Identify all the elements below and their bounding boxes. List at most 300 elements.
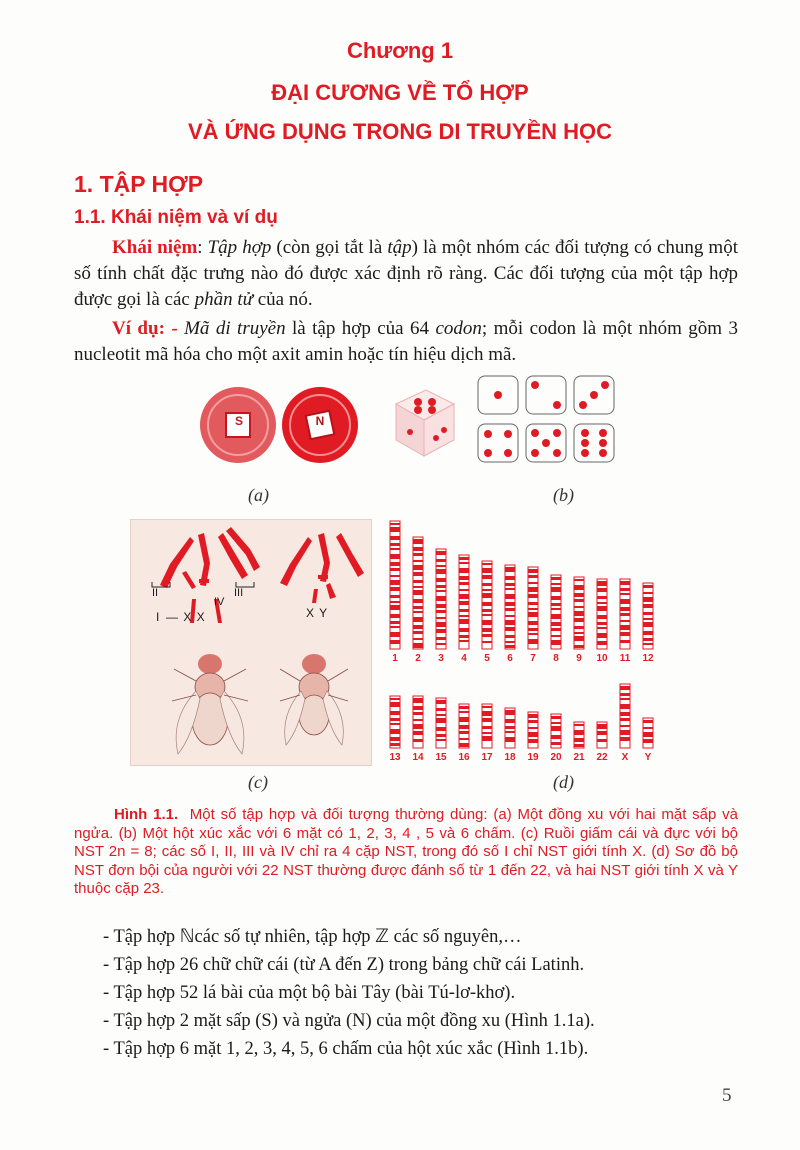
karyotype-bars bbox=[390, 521, 653, 748]
chromosome-band bbox=[459, 594, 469, 599]
chromosome-band bbox=[574, 599, 584, 602]
chromosome-band bbox=[482, 563, 492, 565]
chromosome-number: 6 bbox=[507, 653, 513, 664]
chromosome-band bbox=[413, 606, 423, 609]
chromosome-band bbox=[436, 578, 446, 582]
chromosome-band bbox=[597, 627, 607, 629]
chromosome-band bbox=[482, 628, 492, 632]
figure-label-a: (a) bbox=[248, 485, 269, 505]
chromosome-band bbox=[505, 615, 515, 617]
chromosome-band bbox=[459, 557, 469, 560]
dice-illustration bbox=[388, 374, 628, 474]
chromosome-band bbox=[482, 736, 492, 741]
chromosome-band bbox=[390, 523, 400, 525]
chromosome-band bbox=[436, 604, 446, 608]
chromosome-band bbox=[459, 576, 469, 580]
fly-label-i: I bbox=[156, 610, 160, 624]
chromosome-band bbox=[528, 575, 538, 578]
chromosome-band bbox=[574, 606, 584, 608]
chromosome-band bbox=[436, 565, 446, 567]
chromosome-band bbox=[482, 568, 492, 573]
example-paragraph bbox=[74, 316, 738, 368]
chromosome-band bbox=[482, 726, 492, 729]
dice-faces bbox=[478, 376, 614, 462]
chromosome-number: 15 bbox=[435, 752, 447, 763]
chromosome-band bbox=[390, 632, 400, 637]
bullet-item: - Tập hợp ℕcác số tự nhiên, tập hợp ℤ các số nguyên,… bbox=[103, 927, 522, 947]
chromosome-band bbox=[574, 724, 584, 726]
chromosome-band bbox=[551, 716, 561, 719]
chromosome-band bbox=[620, 693, 630, 696]
chromosome-band bbox=[505, 583, 515, 586]
chromosome-band bbox=[413, 590, 423, 595]
chromosome-band bbox=[620, 730, 630, 735]
chromosome-band bbox=[620, 620, 630, 622]
chromosome-band bbox=[413, 739, 423, 742]
chromosome-band bbox=[436, 700, 446, 704]
chromosome-band bbox=[436, 718, 446, 723]
chromosome-band bbox=[413, 580, 423, 583]
chromosome-band bbox=[390, 737, 400, 741]
chromosome-band bbox=[551, 735, 561, 739]
chromosome-band bbox=[436, 734, 446, 737]
chromosome-number: 12 bbox=[642, 653, 654, 664]
chromosome-band bbox=[620, 581, 630, 585]
chromosome-band bbox=[643, 618, 653, 620]
female-fly bbox=[172, 654, 248, 754]
male-chromosomes bbox=[280, 533, 364, 603]
chromosome-band bbox=[643, 739, 653, 743]
chromosome-band bbox=[390, 743, 400, 746]
chromosome-band bbox=[436, 610, 446, 613]
chromosome-band bbox=[528, 639, 538, 644]
chromosome-band bbox=[459, 589, 469, 591]
chromosome-band bbox=[620, 737, 630, 741]
chromosome-number: 13 bbox=[389, 752, 401, 763]
chromosome-band bbox=[528, 569, 538, 573]
chromosome-band bbox=[505, 627, 515, 631]
chromosome-band bbox=[413, 698, 423, 703]
caption-text: Một số tập hợp và đối tượng thường dùng: (a) Một đồng xu với hai mặt sấp và ngửa. (b) Một hột xúc xắc với 6 mặt có 1, 2, 3, 4 , 5 và 6 chấm. (c) Ruồi giấm cái và đực với bộ NST 2n = 8; các số I, II, III và IV chỉ ra 4 cặp NST, trong đó số I chỉ NST giới tính X. (d) Sơ đồ bộ NST đơn bội của người với 22 NST thường được đánh số từ 1 đến 22, và hai NST giới tính X và Y thuộc cặp 23. bbox=[74, 806, 739, 897]
example-prefix: : - bbox=[158, 318, 185, 339]
chromosome-band bbox=[436, 559, 446, 562]
chromosome-band bbox=[413, 586, 423, 588]
chromosome-band bbox=[390, 548, 400, 550]
example-text2: ; mỗi codon là một nhóm gồm 3 nucleotit mã hóa cho một axit amin hoặc tín hiệu dịch mã. bbox=[74, 318, 738, 365]
chromosome-band bbox=[459, 562, 469, 564]
chromosome-band bbox=[413, 712, 423, 715]
example-term-codon: codon bbox=[435, 318, 482, 339]
chromosome-band bbox=[390, 729, 400, 734]
chromosome-band bbox=[390, 568, 400, 571]
karyotype-row1-numbers bbox=[392, 653, 654, 664]
chapter-number: Chương 1 bbox=[346, 38, 454, 63]
chromosome-band bbox=[574, 585, 584, 590]
female-chromosomes bbox=[160, 527, 260, 623]
chromosome-band bbox=[413, 553, 423, 556]
section-heading: 1. TẬP HỢP bbox=[74, 171, 204, 197]
chromosome-band bbox=[643, 622, 653, 627]
chromosome-band bbox=[643, 597, 653, 602]
chromosome-band bbox=[551, 577, 561, 580]
chromosome-band bbox=[505, 576, 515, 580]
chromosome-band bbox=[551, 622, 561, 626]
chromosome-number: 9 bbox=[576, 653, 582, 664]
chromosome-band bbox=[390, 718, 400, 721]
chromosome-band bbox=[620, 712, 630, 716]
example-text1: là tập hợp của 64 bbox=[285, 318, 436, 339]
chromosome-band bbox=[643, 631, 653, 635]
chromosome-band bbox=[390, 621, 400, 624]
chromosome-band bbox=[551, 596, 561, 600]
chromosome-band bbox=[459, 717, 469, 722]
chromosome-band bbox=[597, 739, 607, 742]
concept-term: Tập hợp bbox=[207, 237, 272, 258]
page-number: 5 bbox=[722, 1085, 732, 1106]
chromosome-band bbox=[551, 583, 561, 585]
chromosome-band bbox=[413, 638, 423, 640]
chromosome-band bbox=[436, 622, 446, 627]
chromosome-band bbox=[390, 527, 400, 532]
chromosome-band bbox=[620, 599, 630, 604]
chromosome-band bbox=[528, 714, 538, 718]
chromosome-band bbox=[528, 594, 538, 598]
chromosome-band bbox=[390, 595, 400, 598]
chromosome-band bbox=[551, 608, 561, 610]
chromosome-band bbox=[413, 539, 423, 544]
chromosome-band bbox=[390, 711, 400, 715]
chromosome-band bbox=[482, 602, 492, 606]
chromosome-band bbox=[413, 724, 423, 729]
chromosome-band bbox=[482, 641, 492, 643]
chromosome-band bbox=[459, 725, 469, 729]
chromosome-band bbox=[436, 617, 446, 619]
chromosome-band bbox=[643, 612, 653, 615]
chromosome-band bbox=[482, 589, 492, 591]
chromosome-band bbox=[574, 744, 584, 747]
chromosome-band bbox=[482, 614, 492, 616]
chromosome-band bbox=[574, 632, 584, 634]
chromosome-number: 21 bbox=[573, 752, 585, 763]
chromosome-band bbox=[482, 620, 492, 625]
chromosome-band bbox=[459, 619, 469, 624]
chromosome-band bbox=[459, 635, 469, 638]
chromosome-band bbox=[551, 726, 561, 731]
chromosome-band bbox=[459, 609, 469, 612]
chromosome-band bbox=[528, 628, 538, 631]
chromosome-band bbox=[436, 708, 446, 711]
chromosome-band bbox=[528, 608, 538, 610]
chromosome-number: 22 bbox=[596, 752, 608, 763]
fly-label-ii: II bbox=[152, 587, 159, 599]
chromosome-band bbox=[528, 582, 538, 584]
chromosome-band bbox=[390, 614, 400, 618]
chromosome-band bbox=[528, 727, 538, 729]
chromosome-band bbox=[620, 625, 630, 630]
chromosome-band bbox=[436, 590, 446, 592]
chromosome-band bbox=[528, 621, 538, 625]
chromosome-band bbox=[390, 702, 400, 707]
chromosome-number: 10 bbox=[596, 653, 608, 664]
chromosome-band bbox=[390, 723, 400, 725]
chromosome-band bbox=[597, 581, 607, 586]
chromosome-band bbox=[390, 601, 400, 603]
figure-label-b: (b) bbox=[553, 485, 574, 505]
chromosome-band bbox=[643, 604, 653, 608]
chromosome-band bbox=[528, 587, 538, 592]
chromosome-band bbox=[436, 714, 446, 716]
chromosome-band bbox=[482, 732, 492, 734]
chromosome-band bbox=[597, 633, 607, 638]
chromosome-number: 5 bbox=[484, 653, 490, 664]
chromosome-band bbox=[551, 640, 561, 645]
bullet-item: - Tập hợp 6 mặt 1, 2, 3, 4, 5, 6 chấm của hột xúc xắc (Hình 1.1b). bbox=[103, 1039, 589, 1059]
chromosome-band bbox=[528, 720, 538, 723]
fly-male-label: X Y bbox=[306, 606, 329, 620]
concept-text1: (còn gọi tắt là bbox=[271, 237, 388, 258]
chromosome-band bbox=[459, 711, 469, 713]
coin-label-s: S bbox=[234, 414, 243, 428]
karyotype-row2-numbers bbox=[389, 752, 651, 763]
chromosome-band bbox=[505, 588, 515, 590]
chromosome-band bbox=[505, 719, 515, 723]
bullet-item: - Tập hợp 2 mặt sấp (S) và ngửa (N) của một đồng xu (Hình 1.1a). bbox=[103, 1011, 595, 1031]
chromosome-band bbox=[643, 732, 653, 737]
example-term: Mã di truyền bbox=[184, 318, 286, 339]
chromosome-number: X bbox=[621, 752, 629, 763]
chromosome-band bbox=[413, 719, 423, 721]
chromosome-band bbox=[505, 594, 515, 599]
figure-label-c: (c) bbox=[248, 772, 268, 792]
chromosome-band bbox=[390, 575, 400, 577]
chromosome-band bbox=[413, 560, 423, 562]
chromosome-band bbox=[436, 637, 446, 640]
chromosome-band bbox=[459, 731, 469, 734]
chromosome-band bbox=[436, 596, 446, 601]
chromosome-band bbox=[528, 633, 538, 635]
chromosome-band bbox=[505, 620, 515, 625]
chromosome-band bbox=[390, 562, 400, 566]
chromosome-band bbox=[482, 711, 492, 716]
chromosome-band bbox=[620, 613, 630, 616]
chromosome-band bbox=[390, 587, 400, 591]
chromosome-band bbox=[413, 731, 423, 735]
chromosome-band bbox=[505, 567, 515, 572]
chromosome-band bbox=[528, 612, 538, 617]
chromosome-band bbox=[574, 618, 584, 622]
chromosome-number: 14 bbox=[412, 752, 424, 763]
chromosome-band bbox=[574, 611, 584, 616]
chromosome-band bbox=[505, 602, 515, 606]
figure-label-d: (d) bbox=[553, 772, 574, 792]
chromosome-band bbox=[459, 628, 469, 632]
chromosome-band bbox=[643, 585, 653, 588]
chromosome-band bbox=[413, 547, 423, 551]
chromosome-band bbox=[597, 622, 607, 625]
chromosome-band bbox=[597, 615, 607, 619]
chromosome-band bbox=[436, 739, 446, 741]
chromosome-band bbox=[390, 580, 400, 585]
chromosome-band bbox=[597, 602, 607, 604]
chromosome-band bbox=[597, 641, 607, 645]
chromosome-band bbox=[459, 738, 469, 740]
chromosome-band bbox=[482, 718, 492, 722]
chromosome-band bbox=[482, 706, 492, 708]
chromosome-band bbox=[551, 722, 561, 724]
chromosome-band bbox=[620, 725, 630, 727]
chromosome-band bbox=[643, 643, 653, 645]
example-label: Ví dụ bbox=[112, 318, 159, 339]
chromosome-band bbox=[551, 635, 561, 637]
chromosome-band bbox=[597, 596, 607, 599]
karyotype-diagram bbox=[385, 515, 675, 765]
chromosome-number: 8 bbox=[553, 653, 559, 664]
chromosome-band bbox=[574, 579, 584, 581]
chapter-title-line1: ĐẠI CƯƠNG VỀ TỔ HỢP bbox=[271, 80, 529, 105]
chromosome-number: 20 bbox=[550, 752, 562, 763]
chromosome-band bbox=[597, 731, 607, 735]
coin-illustration bbox=[198, 380, 368, 470]
chromosome-band bbox=[459, 601, 469, 605]
chromosome-band bbox=[574, 645, 584, 648]
chromosome-band bbox=[643, 727, 653, 729]
concept-term-short: tập bbox=[387, 237, 412, 258]
coin-label-n: N bbox=[315, 414, 325, 428]
caption-label: Hình 1.1. bbox=[114, 806, 179, 823]
chromosome-band bbox=[551, 587, 561, 592]
chromosome-band bbox=[551, 603, 561, 606]
chromosome-band bbox=[482, 634, 492, 637]
chromosome-band bbox=[390, 554, 400, 559]
bullet-item: - Tập hợp 26 chữ chữ cái (từ A đến Z) trong bảng chữ cái Latinh. bbox=[103, 955, 585, 975]
concept-paragraph bbox=[74, 235, 738, 313]
chromosome-band bbox=[482, 609, 492, 612]
chromosome-band bbox=[574, 636, 584, 641]
chromosome-band bbox=[505, 737, 515, 742]
dice-3d bbox=[396, 390, 454, 456]
chromosome-band bbox=[482, 593, 492, 598]
chromosome-bar bbox=[551, 575, 561, 649]
chromosome-band bbox=[620, 593, 630, 595]
chromosome-band bbox=[459, 640, 469, 642]
chromosome-band bbox=[574, 593, 584, 597]
fly-female-label: — X X bbox=[166, 610, 206, 624]
chromosome-band bbox=[436, 629, 446, 633]
chromosome-band bbox=[505, 726, 515, 729]
chromosome-band bbox=[597, 606, 607, 611]
chromosome-band bbox=[620, 704, 630, 709]
male-fly bbox=[280, 654, 348, 745]
chromosome-band bbox=[436, 727, 446, 731]
fly-label-iv: IV bbox=[214, 596, 225, 608]
chromosome-band bbox=[459, 706, 469, 709]
chromosome-band bbox=[597, 724, 607, 729]
chromosome-band bbox=[436, 643, 446, 645]
concept-colon: : bbox=[197, 237, 208, 258]
chromosome-band bbox=[413, 625, 423, 629]
chromosome-band bbox=[436, 551, 446, 555]
chromosome-band bbox=[620, 640, 630, 643]
fly-label-iii: III bbox=[234, 587, 244, 599]
chromosome-number: 17 bbox=[481, 752, 493, 763]
chromosome-band bbox=[551, 614, 561, 619]
chromosome-number: 11 bbox=[619, 653, 631, 664]
chromosome-band bbox=[413, 565, 423, 570]
chromosome-number: 18 bbox=[504, 752, 516, 763]
chromosome-band bbox=[390, 543, 400, 546]
chromosome-band bbox=[505, 641, 515, 643]
subsection-heading: 1.1. Khái niệm và ví dụ bbox=[74, 207, 278, 228]
chromosome-band bbox=[459, 568, 469, 573]
chromosome-band bbox=[620, 686, 630, 690]
chromosome-band bbox=[620, 588, 630, 591]
chromosome-band bbox=[390, 698, 400, 700]
chromosome-band bbox=[597, 588, 607, 592]
concept-text2: ) là một nhóm các đối tượng có chung một số tính chất đặc trưng nào đó được xác định rõ ràng. Các đối tượng của một tập hợp được gọi là các bbox=[74, 237, 738, 310]
chromosome-band bbox=[620, 607, 630, 611]
chromosome-number: 2 bbox=[415, 653, 421, 664]
chromosome-number: 1 bbox=[392, 653, 398, 664]
chromosome-band bbox=[390, 605, 400, 610]
chromosome-band bbox=[574, 730, 584, 735]
chromosome-band bbox=[643, 592, 653, 594]
chromosome-band bbox=[413, 572, 423, 576]
chromosome-band bbox=[459, 743, 469, 747]
chromosome-band bbox=[643, 638, 653, 641]
chromosome-band bbox=[620, 698, 630, 700]
figure-caption bbox=[74, 806, 738, 899]
chromosome-band bbox=[574, 738, 584, 742]
chapter-title-line2: VÀ ỨNG DỤNG TRONG DI TRUYỀN HỌC bbox=[187, 119, 613, 144]
chromosome-band bbox=[551, 628, 561, 631]
chromosome-number: 4 bbox=[461, 653, 467, 664]
chromosome-band bbox=[528, 602, 538, 605]
chromosome-band bbox=[459, 615, 469, 617]
chromosome-band bbox=[551, 742, 561, 745]
chromosome-band bbox=[482, 583, 492, 586]
chromosome-number: 3 bbox=[438, 653, 444, 664]
chromosome-band bbox=[505, 710, 515, 715]
concept-label: Khái niệm bbox=[112, 237, 198, 258]
chromosome-band bbox=[505, 645, 515, 648]
chromosome-band bbox=[505, 731, 515, 733]
chromosome-band bbox=[505, 608, 515, 611]
chromosome-number: 16 bbox=[458, 752, 470, 763]
chromosome-band bbox=[436, 585, 446, 588]
chromosome-number: Y bbox=[644, 752, 652, 763]
concept-term-element: phần tử bbox=[194, 289, 253, 310]
chromosome-number: 19 bbox=[527, 752, 539, 763]
chromosome-band bbox=[528, 739, 538, 743]
chromosome-band bbox=[413, 611, 423, 613]
chromosome-band bbox=[390, 536, 400, 540]
chromosome-band bbox=[620, 718, 630, 721]
concept-text3: của nó. bbox=[252, 289, 313, 310]
chromosome-band bbox=[620, 632, 630, 636]
chromosome-band bbox=[413, 643, 423, 648]
chromosome-band bbox=[390, 640, 400, 644]
chromosome-band bbox=[436, 569, 446, 574]
chromosome-band bbox=[505, 635, 515, 638]
chromosome-band bbox=[528, 732, 538, 737]
fruit-fly-illustration bbox=[130, 519, 370, 764]
chromosome-number: 7 bbox=[530, 653, 536, 664]
chromosome-band bbox=[413, 617, 423, 622]
bullet-item: - Tập hợp 52 lá bài của một bộ bài Tây (bài Tú-lơ-khơ). bbox=[103, 983, 516, 1003]
chromosome-band bbox=[459, 582, 469, 585]
chromosome-band bbox=[413, 599, 423, 603]
chromosome-band bbox=[643, 720, 653, 723]
